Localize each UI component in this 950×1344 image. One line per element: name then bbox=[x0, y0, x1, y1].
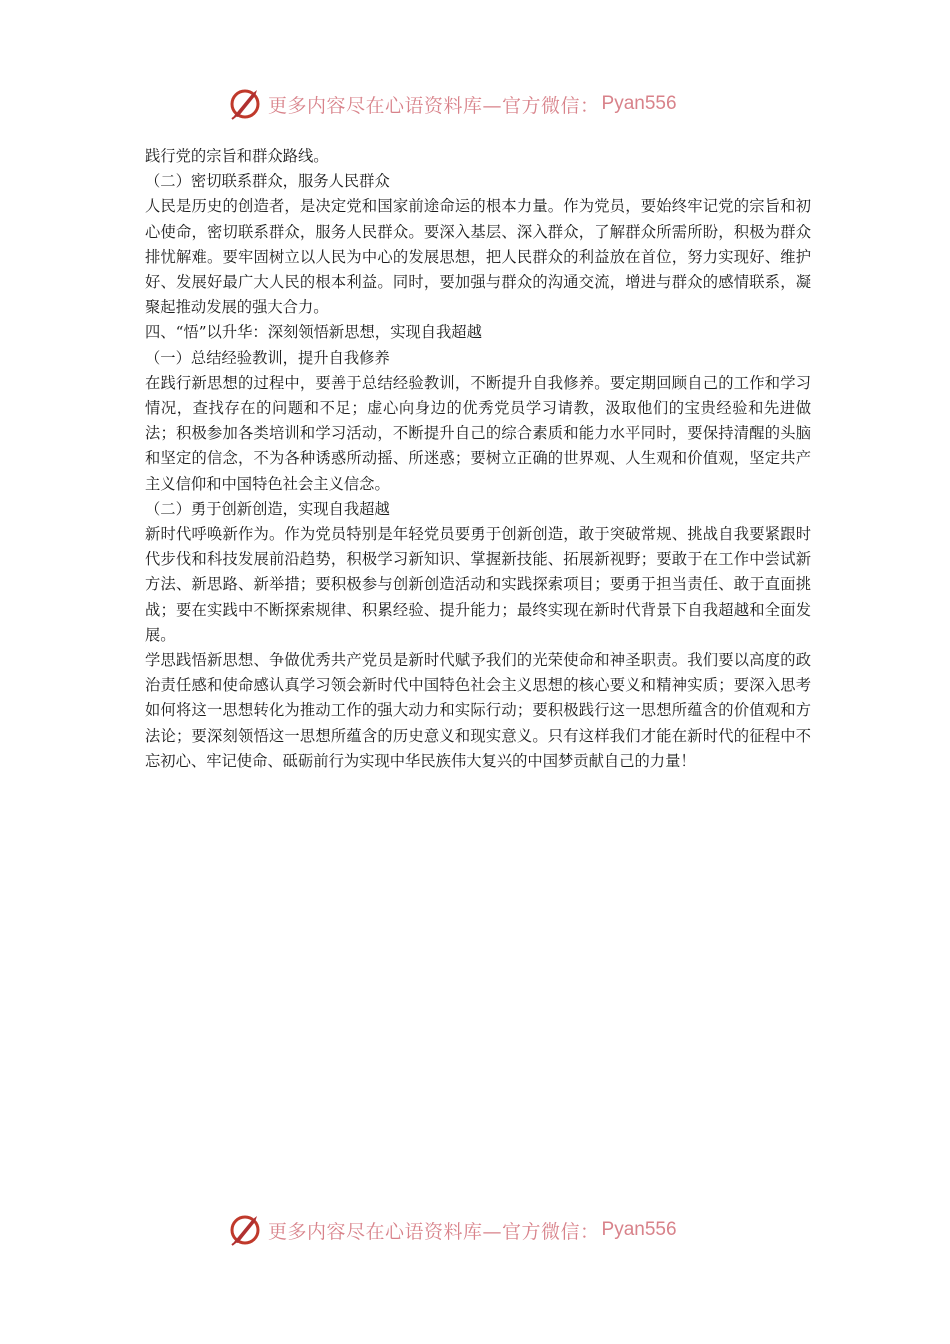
section-subheading: （二）密切联系群众，服务人民群众 bbox=[145, 172, 390, 191]
section-subheading: （一）总结经验教训，提升自我修养 bbox=[145, 348, 390, 367]
section-subheading: （二）勇于创新创造，实现自我超越 bbox=[145, 499, 390, 518]
wechat-id: Pyan556 bbox=[601, 93, 677, 114]
footer-watermark bbox=[228, 1212, 677, 1248]
paragraph: 在践行新思想的过程中，要善于总结经验教训，不断提升自我修养。要定期回顾自己的工作和学习情况，查找存在的问题和不足；虚心向身边的优秀党员学习请教，汲取他们的宝贵经验和先进做法；积极参加各类培训和学习活动，不断提升自己的综合素质和能力水平同时，要保持清醒的头脑和坚定的信念，不为各种诱惑所动摇、所迷惑；要树立正确的世界观、人生观和价值观，坚定共产主义信仰和中国特色社会主义信念。 bbox=[145, 373, 811, 493]
wechat-id: Pyan556 bbox=[601, 1219, 677, 1240]
paragraph: 学思践悟新思想、争做优秀共产党员是新时代赋予我们的光荣使命和神圣职责。我们要以高度的政治责任感和使命感认真学习领会新时代中国特色社会主义思想的核心要义和精神实质；要深入思考如何将这一思想转化为推动工作的强大动力和实际行动；要积极践行这一思想所蕴含的价值观和方法论；要深刻领悟这一思想所蕴含的历史意义和现实意义。只有这样我们才能在新时代的征程中不忘初心、牢记使命、砥砺前行为实现中华民族伟大复兴的中国梦贡献自己的力量！ bbox=[145, 651, 811, 770]
watermark-text: 更多内容尽在心语资料库—官方微信： bbox=[268, 94, 600, 117]
paragraph: 人民是历史的创造者，是决定党和国家前途命运的根本力量。作为党员，要始终牢记党的宗旨和初心使命，密切联系群众，服务人民群众。要深入基层、深入群众，了解群众所需所盼，积极为群众排忧解难。要牢固树立以人民为中心的发展思想，把人民群众的利益放在首位，努力实现好、维护好、发展好最广大人民的根本利益。同时，要加强与群众的沟通交流，增进与群众的感情联系，凝聚起推动发展的强大合力。 bbox=[145, 197, 811, 317]
paragraph: 践行党的宗旨和群众路线。 bbox=[145, 147, 329, 165]
paragraph: 新时代呼唤新作为。作为党员特别是年轻党员要勇于创新创造，敢于突破常规、挑战自我要紧跟时代步伐和科技发展前沿趋势，积极学习新知识、掌握新技能、拓展新视野；要敢于在工作中尝试新方法、新思路、新举措；要积极参与创新创造活动和实践探索项目；要勇于担当责任、敢于直面挑战；要在实践中不断探索规律、积累经验、提升能力；最终实现在新时代背景下自我超越和全面发展。 bbox=[145, 525, 811, 644]
pen-circle-logo-icon bbox=[228, 1212, 264, 1248]
watermark-text: 更多内容尽在心语资料库—官方微信： bbox=[268, 1220, 600, 1243]
header-watermark bbox=[228, 86, 677, 122]
section-heading: 四、“悟”以升华：深刻领悟新思想，实现自我超越 bbox=[145, 323, 482, 342]
pen-circle-logo-icon bbox=[228, 86, 264, 122]
document-body bbox=[145, 144, 811, 774]
